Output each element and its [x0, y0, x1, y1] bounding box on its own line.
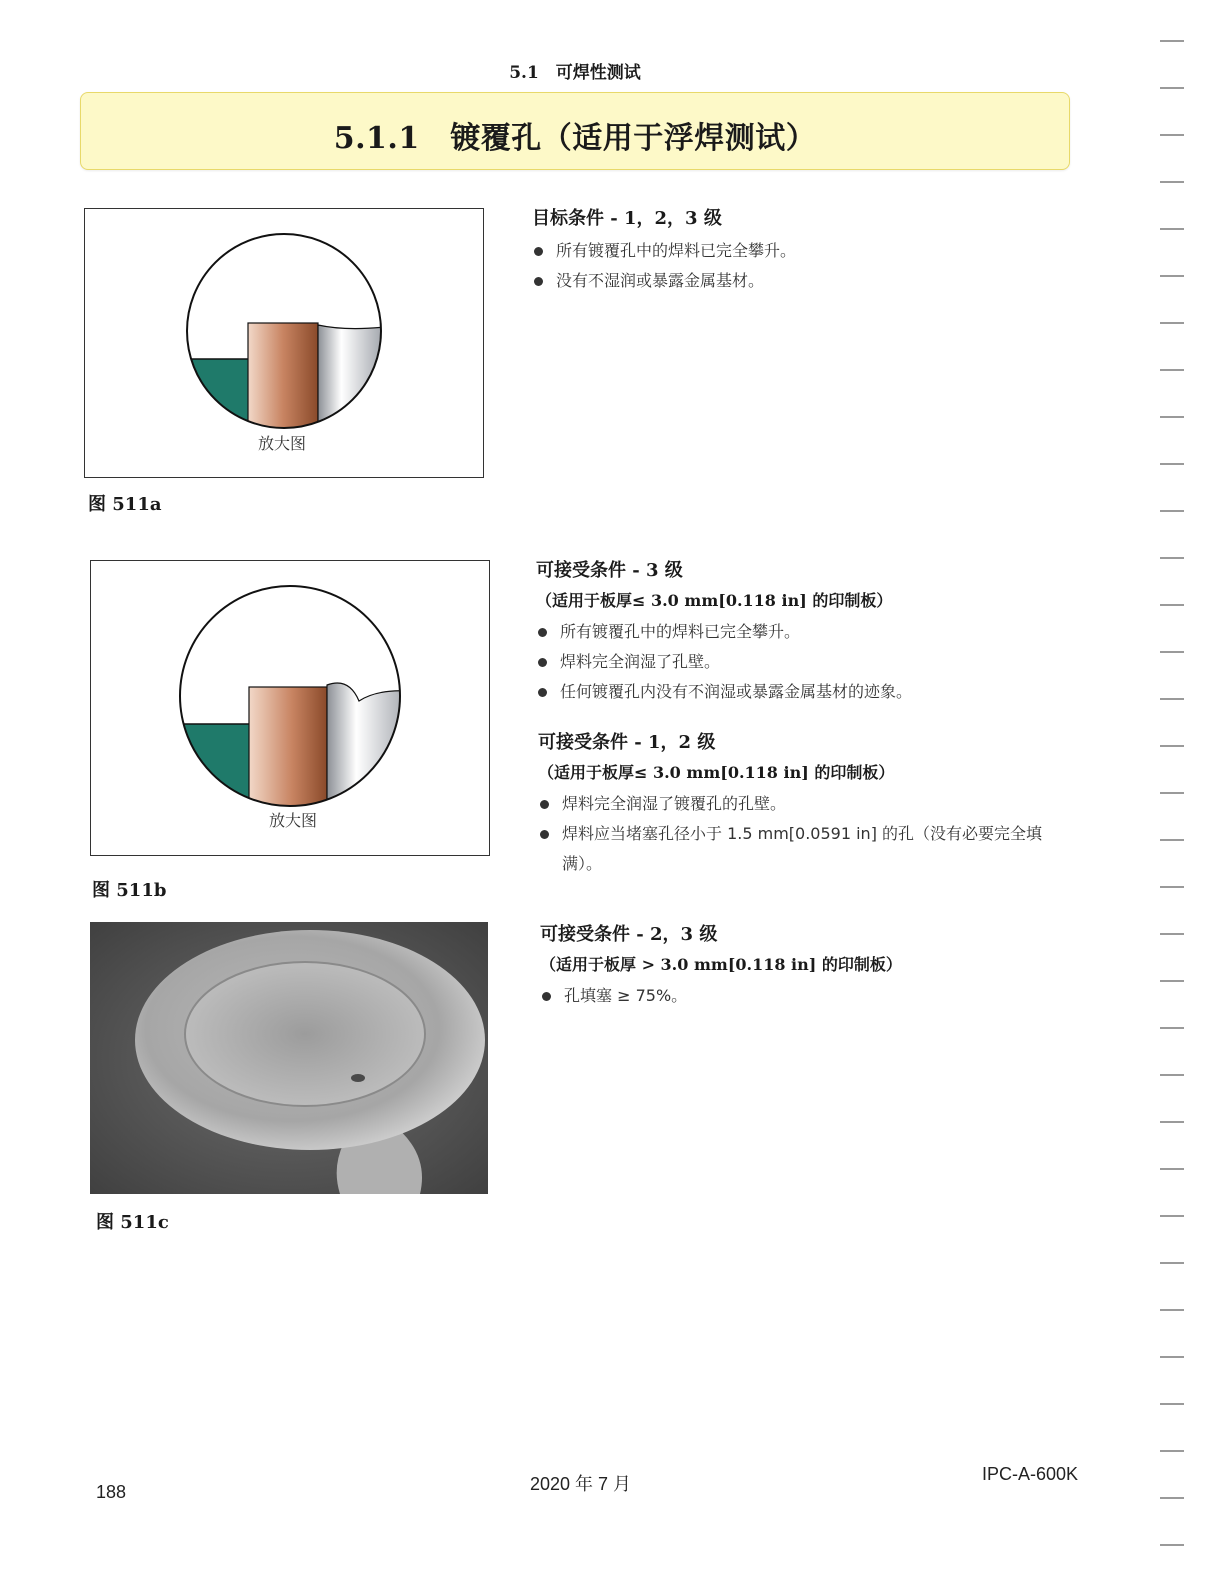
bullet-dot	[540, 800, 549, 809]
binder-tick	[1160, 745, 1184, 747]
list-item: 焊料应当堵塞孔径小于 1.5 mm[0.0591 in] 的孔（没有必要完全填满）。	[538, 819, 1078, 879]
condition-subtitle: （适用于板厚≤ 3.0 mm[0.118 in] 的印制板）	[538, 763, 895, 782]
figure-511b	[90, 560, 490, 856]
binder-tick	[1160, 228, 1184, 230]
binder-tick	[1160, 1168, 1184, 1170]
condition-acceptable-class12	[538, 728, 1078, 879]
binder-tick	[1160, 651, 1184, 653]
binder-tick	[1160, 416, 1184, 418]
binder-tick	[1160, 510, 1184, 512]
title-banner	[80, 92, 1070, 170]
page-number: 188	[96, 1482, 127, 1502]
condition-title: 可接受条件 - 1，2 级	[538, 732, 716, 753]
figure-caption-a: 图 511a	[88, 494, 162, 515]
binder-tick	[1160, 1403, 1184, 1405]
page-title: 5.1.1 镀覆孔（适用于浮焊测试）	[333, 121, 817, 156]
binder-tick	[1160, 1074, 1184, 1076]
binder-tick	[1160, 557, 1184, 559]
bullet-list	[536, 617, 1076, 707]
condition-title: 目标条件 - 1，2，3 级	[532, 208, 722, 229]
figure-511c-photo	[90, 922, 488, 1194]
binder-tick	[1160, 1450, 1184, 1452]
list-item: 焊料完全润湿了镀覆孔的孔壁。	[538, 789, 1078, 819]
condition-target	[532, 204, 1072, 296]
list-item: 所有镀覆孔中的焊料已完全攀升。	[532, 236, 1072, 266]
binder-tick	[1160, 1544, 1184, 1546]
plated-hole-illustration-b	[91, 561, 489, 855]
binder-tick	[1160, 181, 1184, 183]
list-item: 没有不湿润或暴露金属基材。	[532, 266, 1072, 296]
section-header: 5.1 可焊性测试	[509, 63, 641, 83]
binder-tick	[1160, 1215, 1184, 1217]
binder-tick	[1160, 933, 1184, 935]
bullet-list	[540, 981, 1080, 1011]
binder-tick	[1160, 886, 1184, 888]
binder-tick	[1160, 40, 1184, 42]
binder-tick	[1160, 1027, 1184, 1029]
binder-tick	[1160, 463, 1184, 465]
figure-caption-c: 图 511c	[96, 1212, 169, 1233]
binder-tick	[1160, 839, 1184, 841]
condition-subtitle: （适用于板厚 > 3.0 mm[0.118 in] 的印制板）	[540, 955, 902, 974]
bullet-list	[532, 236, 1072, 296]
binder-tick	[1160, 1262, 1184, 1264]
binder-tick	[1160, 980, 1184, 982]
binder-tick	[1160, 322, 1184, 324]
bullet-dot	[538, 658, 547, 667]
zoom-label-b: 放大图	[269, 811, 318, 830]
bullet-dot	[534, 277, 543, 286]
binder-tick	[1160, 1356, 1184, 1358]
condition-subtitle: （适用于板厚≤ 3.0 mm[0.118 in] 的印制板）	[536, 591, 893, 610]
bullet-dot	[538, 688, 547, 697]
bullet-dot	[534, 247, 543, 256]
list-item: 所有镀覆孔中的焊料已完全攀升。	[536, 617, 1076, 647]
list-item: 任何镀覆孔内没有不润湿或暴露金属基材的迹象。	[536, 677, 1076, 707]
footer-doc-id: IPC-A-600K	[982, 1464, 1079, 1484]
solder-fill-micrograph	[90, 922, 488, 1194]
list-item: 焊料完全润湿了孔壁。	[536, 647, 1076, 677]
zoom-label-a: 放大图	[258, 434, 307, 453]
binder-tick	[1160, 275, 1184, 277]
bullet-dot	[542, 992, 551, 1001]
figure-caption-b: 图 511b	[92, 880, 167, 901]
condition-acceptable-class23	[540, 920, 1080, 1011]
condition-acceptable-class3	[536, 556, 1076, 707]
binder-tick	[1160, 134, 1184, 136]
binder-tick	[1160, 1497, 1184, 1499]
binder-tick	[1160, 87, 1184, 89]
bullet-dot	[538, 628, 547, 637]
binder-tick	[1160, 698, 1184, 700]
condition-title: 可接受条件 - 2，3 级	[540, 924, 718, 945]
binder-tick	[1160, 1309, 1184, 1311]
binder-tick	[1160, 369, 1184, 371]
bullet-list	[538, 789, 1078, 879]
binder-tick	[1160, 604, 1184, 606]
binder-tick	[1160, 792, 1184, 794]
plated-hole-illustration-a	[85, 209, 483, 477]
condition-title: 可接受条件 - 3 级	[536, 560, 683, 581]
bullet-dot	[540, 830, 549, 839]
figure-511a	[84, 208, 484, 478]
list-item: 孔填塞 ≥ 75%。	[540, 981, 1080, 1011]
footer-date: 2020 年 7 月	[530, 1474, 632, 1494]
binder-tick	[1160, 1121, 1184, 1123]
